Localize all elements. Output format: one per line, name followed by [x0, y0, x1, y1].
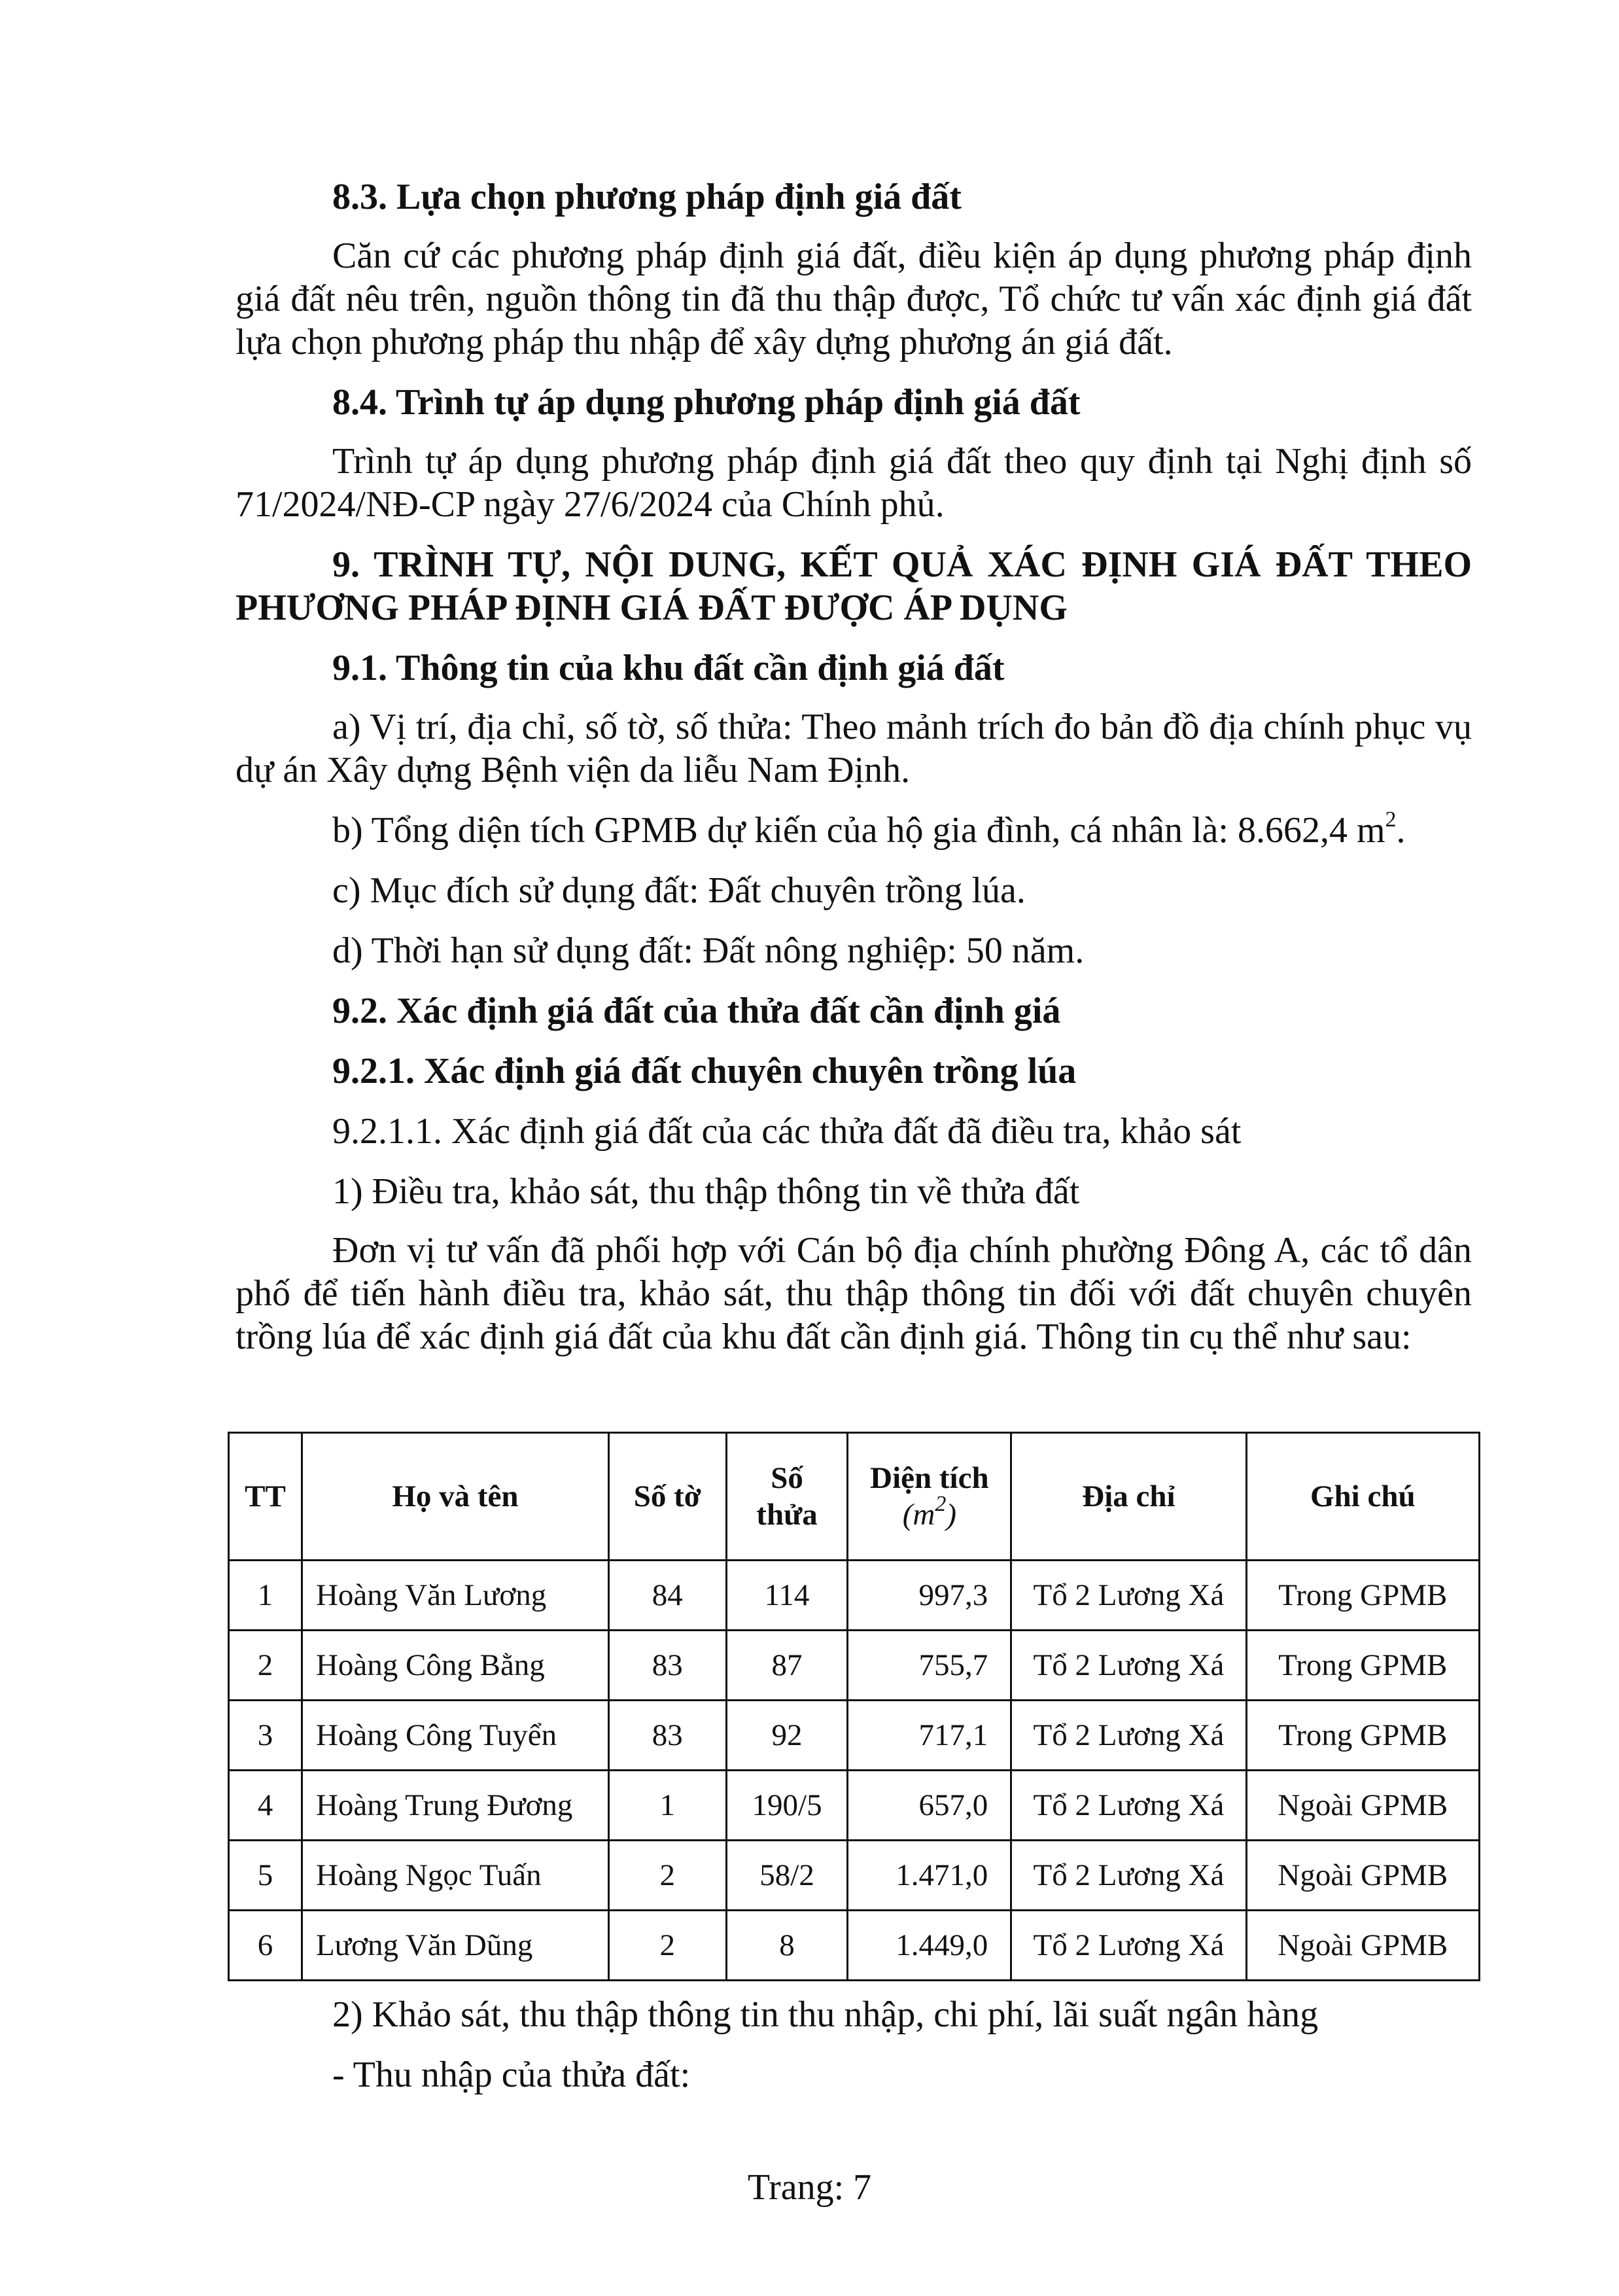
cell-note: Ngoài GPMB [1246, 1841, 1479, 1911]
header-so-to: Số tờ [608, 1433, 726, 1561]
header-area [848, 1433, 1011, 1561]
cell-so-thua: 58/2 [726, 1841, 848, 1911]
cell-address: Tổ 2 Lương Xá [1011, 1771, 1246, 1841]
cell-so-to: 84 [608, 1561, 726, 1631]
cell-name: Hoàng Trung Đương [302, 1771, 608, 1841]
cell-address: Tổ 2 Lương Xá [1011, 1561, 1246, 1631]
step-1-paragraph: Đơn vị tư vấn đã phối hợp với Cán bộ địa chính phường Đông A, các tổ dân phố để tiến hành điều tra, khảo sát, thu thập thông tin đối với đất chuyên chuyên trồng lúa để xác định giá đất của khu đất cần định giá. Thông tin cụ thể như sau: [235, 1230, 1472, 1357]
section-9-1-item-b [235, 809, 1472, 852]
section-9-1-item-a: a) Vị trí, địa chỉ, số tờ, số thửa: Theo mảnh trích đo bản đồ địa chính phục vụ dự án Xây dựng Bệnh viện da liễu Nam Định. [235, 707, 1472, 790]
section-9-1-item-d: d) Thời hạn sử dụng đất: Đất nông nghiệp: 50 năm. [332, 930, 1085, 971]
cell-address: Tổ 2 Lương Xá [1011, 1911, 1246, 1981]
section-9-1-heading: 9.1. Thông tin của khu đất cần định giá đất [332, 648, 1005, 688]
cell-note: Trong GPMB [1246, 1631, 1479, 1701]
cell-so-to: 2 [608, 1841, 726, 1911]
area-unit-close: ) [946, 1498, 956, 1532]
section-8-3-paragraph: Căn cứ các phương pháp định giá đất, điều kiện áp dụng phương pháp định giá đất nêu trên, nguồn thông tin đã thu thập được, Tổ chức tư vấn xác định giá đất lựa chọn phương pháp thu nhập để xây dựng phương án giá đất. [235, 236, 1472, 362]
table-row [229, 1911, 1480, 1981]
header-name: Họ và tên [302, 1433, 608, 1561]
section-9-1-item-c: c) Mục đích sử dụng đất: Đất chuyên trồng lúa. [332, 870, 1026, 911]
step-1-line: 1) Điều tra, khảo sát, thu thập thông tin về thửa đất [332, 1171, 1080, 1212]
table-row [229, 1771, 1480, 1841]
step-2-line: 2) Khảo sát, thu thập thông tin thu nhập, chi phí, lãi suất ngân hàng [332, 1994, 1319, 2035]
page-number: Trang: 7 [747, 2167, 872, 2208]
table-row [229, 1561, 1480, 1631]
cell-name: Hoàng Công Bằng [302, 1631, 608, 1701]
item-b-text: b) Tổng diện tích GPMB dự kiến của hộ gia đình, cá nhân là: 8.662,4 m [332, 810, 1385, 851]
table-row [229, 1841, 1480, 1911]
header-address: Địa chỉ [1011, 1433, 1246, 1561]
cell-tt: 2 [229, 1631, 302, 1701]
cell-address: Tổ 2 Lương Xá [1011, 1701, 1246, 1771]
cell-address: Tổ 2 Lương Xá [1011, 1841, 1246, 1911]
cell-so-thua: 87 [726, 1631, 848, 1701]
table-row [229, 1701, 1480, 1771]
section-9-2-1-1-line: 9.2.1.1. Xác định giá đất của các thửa đất đã điều tra, khảo sát [332, 1111, 1242, 1152]
cell-tt: 3 [229, 1701, 302, 1771]
cell-so-to: 2 [608, 1911, 726, 1981]
section-8-4-paragraph: Trình tự áp dụng phương pháp định giá đất theo quy định tại Nghị định số 71/2024/NĐ-CP ngày 27/6/2024 của Chính phủ. [235, 441, 1472, 525]
cell-so-thua: 8 [726, 1911, 848, 1981]
cell-so-to: 83 [608, 1631, 726, 1701]
cell-tt: 5 [229, 1841, 302, 1911]
surveyed-plots-table [228, 1432, 1480, 1981]
cell-note: Ngoài GPMB [1246, 1911, 1479, 1981]
header-note: Ghi chú [1246, 1433, 1479, 1561]
area-unit-open: (m [902, 1498, 935, 1532]
area-unit-sup: 2 [935, 1492, 947, 1517]
item-b-superscript: 2 [1385, 807, 1397, 832]
cell-tt: 1 [229, 1561, 302, 1631]
item-b-period: . [1396, 810, 1406, 851]
header-area-line1: Diện tích [870, 1461, 989, 1495]
cell-area: 1.471,0 [848, 1841, 1011, 1911]
cell-tt: 4 [229, 1771, 302, 1841]
cell-name: Hoàng Ngọc Tuấn [302, 1841, 608, 1911]
cell-so-to: 1 [608, 1771, 726, 1841]
cell-so-thua: 114 [726, 1561, 848, 1631]
cell-so-to: 83 [608, 1701, 726, 1771]
cell-area: 997,3 [848, 1561, 1011, 1631]
cell-note: Trong GPMB [1246, 1561, 1479, 1631]
section-8-4-heading: 8.4. Trình tự áp dụng phương pháp định giá đất [332, 382, 1081, 423]
table-header-row [229, 1433, 1480, 1561]
cell-tt: 6 [229, 1911, 302, 1981]
cell-area: 717,1 [848, 1701, 1011, 1771]
section-8-3-heading: 8.3. Lựa chọn phương pháp định giá đất [332, 177, 962, 217]
cell-address: Tổ 2 Lương Xá [1011, 1631, 1246, 1701]
section-9-2-heading: 9.2. Xác định giá đất của thửa đất cần định giá [332, 991, 1061, 1031]
cell-note: Ngoài GPMB [1246, 1771, 1479, 1841]
cell-area: 755,7 [848, 1631, 1011, 1701]
cell-so-thua: 190/5 [726, 1771, 848, 1841]
cell-area: 657,0 [848, 1771, 1011, 1841]
cell-name: Hoàng Công Tuyển [302, 1701, 608, 1771]
header-so-thua-line1: Số [771, 1461, 803, 1495]
header-so-thua-line2: thửa [756, 1498, 818, 1532]
section-9-2-1-heading: 9.2.1. Xác định giá đất chuyên chuyên trồng lúa [332, 1051, 1077, 1091]
cell-name: Lương Văn Dũng [302, 1911, 608, 1981]
cell-note: Trong GPMB [1246, 1701, 1479, 1771]
table-row [229, 1631, 1480, 1701]
header-area-unit [858, 1492, 1001, 1533]
header-so-thua [726, 1433, 848, 1561]
section-9-heading: 9. TRÌNH TỰ, NỘI DUNG, KẾT QUẢ XÁC ĐỊNH GIÁ ĐẤT THEO PHƯƠNG PHÁP ĐỊNH GIÁ ĐẤT ĐƯỢC ÁP DỤNG [235, 544, 1472, 628]
cell-name: Hoàng Văn Lương [302, 1561, 608, 1631]
cell-area: 1.449,0 [848, 1911, 1011, 1981]
income-line: - Thu nhập của thửa đất: [332, 2055, 691, 2095]
header-tt: TT [229, 1433, 302, 1561]
cell-so-thua: 92 [726, 1701, 848, 1771]
